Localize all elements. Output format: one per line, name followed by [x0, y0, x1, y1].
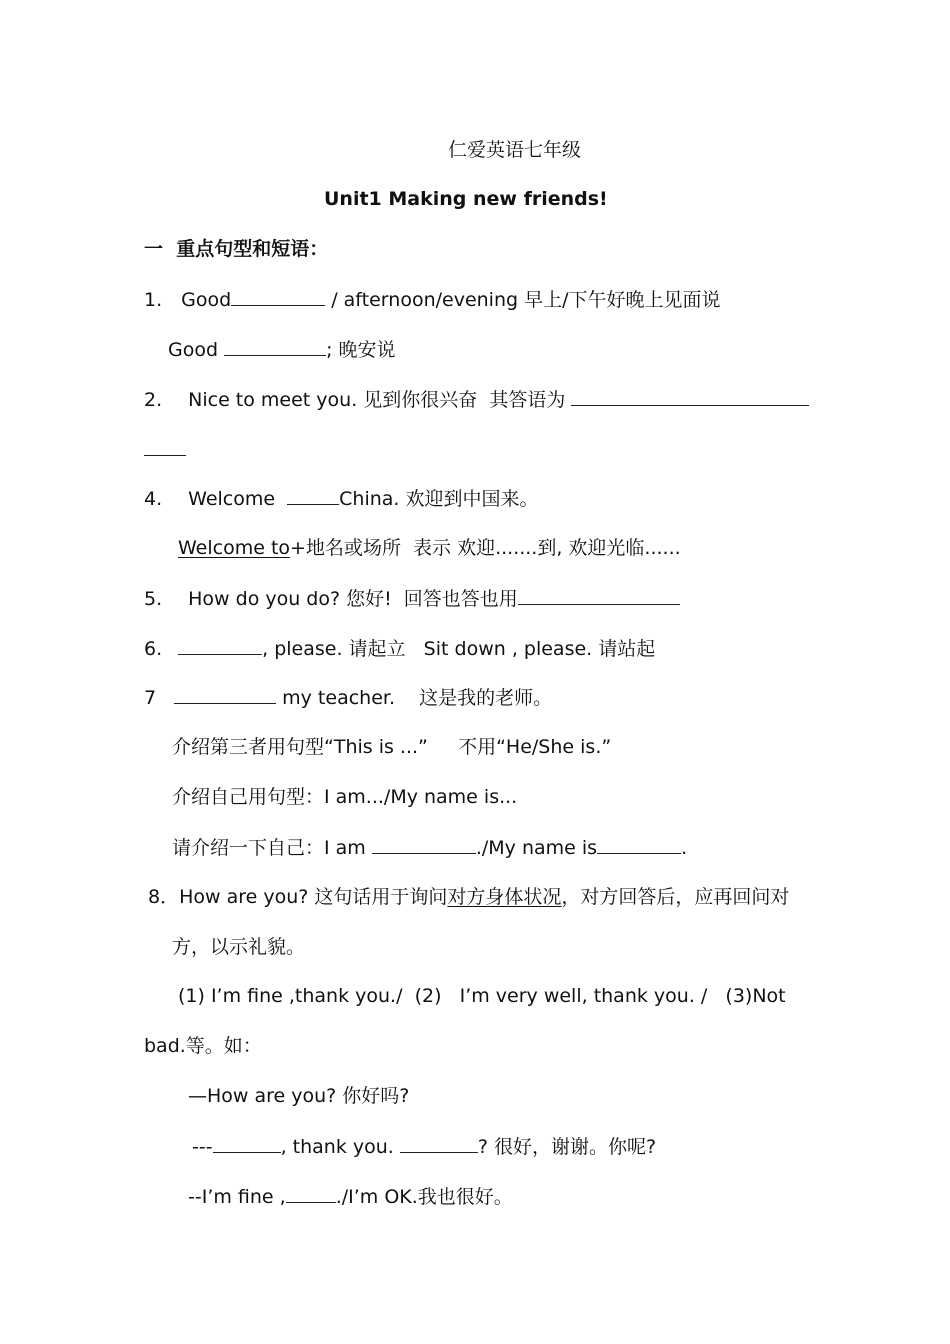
item-text: ---: [192, 1136, 213, 1158]
answer-blank: [224, 337, 326, 356]
item-8-line-7: [188, 1184, 513, 1209]
item-number: 7: [144, 687, 157, 709]
item-1-line-2: [168, 337, 396, 362]
item-1-line-1: [144, 287, 721, 312]
item-7-line-2: 介绍第三者用句型“This is ...” 不用“He/She is.”: [172, 736, 612, 758]
item-text: Welcome: [188, 488, 288, 510]
item-8-line-5: —How are you? 你好吗?: [188, 1085, 410, 1107]
item-number: 4.: [144, 488, 163, 510]
answer-blank: [178, 636, 262, 655]
item-8-line-3: (1) I’m fine ,thank you./ (2) I’m very well, thank you. / (3)Not: [178, 985, 786, 1007]
item-text: , thank you.: [280, 1136, 400, 1158]
item-text: my teacher. 这是我的老师。: [276, 687, 553, 709]
item-text: / afternoon/evening 早上/下午好晚上见面说: [325, 289, 721, 311]
item-text: Good: [168, 339, 225, 361]
item-7-line-4: [172, 835, 687, 860]
item-number: 2.: [144, 389, 163, 411]
item-text: +地名或场所 表示 欢迎.......到, 欢迎光临......: [290, 537, 681, 559]
item-8-line-2: 方，以示礼貌。: [172, 936, 306, 958]
item-text: ./I’m OK.我也很好。: [335, 1186, 513, 1208]
answer-blank: [597, 835, 681, 854]
item-5-line-1: [144, 586, 680, 611]
item-8-line-1: [148, 885, 789, 909]
item-7-line-3: 介绍自己用句型：I am.../My name is...: [172, 786, 518, 808]
answer-blank: [400, 1134, 478, 1153]
item-2-line-2: [144, 437, 186, 462]
item-8-line-4: bad.等。如：: [144, 1035, 262, 1057]
item-text: ./My name is: [475, 837, 598, 859]
item-7-line-1: [144, 685, 552, 710]
item-text: How do you do? 您好! 回答也答也用: [188, 588, 518, 610]
item-text: 请介绍一下自己：I am: [172, 837, 372, 859]
item-number: 6.: [144, 638, 163, 660]
item-text: Nice to meet you. 见到你很兴奋 其答语为: [188, 389, 572, 411]
answer-blank: [144, 437, 186, 456]
item-8-line-6: [192, 1134, 656, 1159]
item-text: Good: [181, 289, 232, 311]
item-4-line-2: [178, 536, 681, 560]
underlined-phrase: 对方身体状况: [447, 886, 562, 908]
item-4-line-1: [144, 486, 539, 511]
item-number: 1.: [144, 289, 163, 311]
answer-blank: [286, 1184, 336, 1203]
item-number: 5.: [144, 588, 163, 610]
item-text: ; 晚安说: [326, 339, 396, 361]
item-text: 8．How are you? 这句话用于询问: [148, 886, 448, 908]
item-text: ，对方回答后，应再回问对: [561, 886, 790, 908]
item-6-line-1: [144, 636, 655, 661]
item-text: ? 很好，谢谢。你呢?: [477, 1136, 657, 1158]
grade-title: 仁爱英语七年级: [448, 139, 582, 161]
item-text: China. 欢迎到中国来。: [339, 488, 539, 510]
answer-blank: [231, 287, 325, 306]
answer-blank: [372, 835, 476, 854]
answer-blank: [518, 586, 680, 605]
answer-blank: [571, 387, 809, 406]
unit-title: Unit1 Making new friends!: [324, 188, 608, 210]
answer-blank: [174, 685, 276, 704]
section-heading: 一 重点句型和短语：: [144, 238, 329, 260]
answer-blank: [287, 486, 339, 505]
item-text: , please. 请起立 Sit down , please. 请站起: [262, 638, 656, 660]
item-text: .: [681, 837, 688, 859]
underlined-phrase: Welcome to: [178, 537, 291, 559]
answer-blank: [213, 1134, 281, 1153]
item-2-line-1: [144, 387, 809, 412]
item-text: --I’m fine ,: [188, 1186, 286, 1208]
